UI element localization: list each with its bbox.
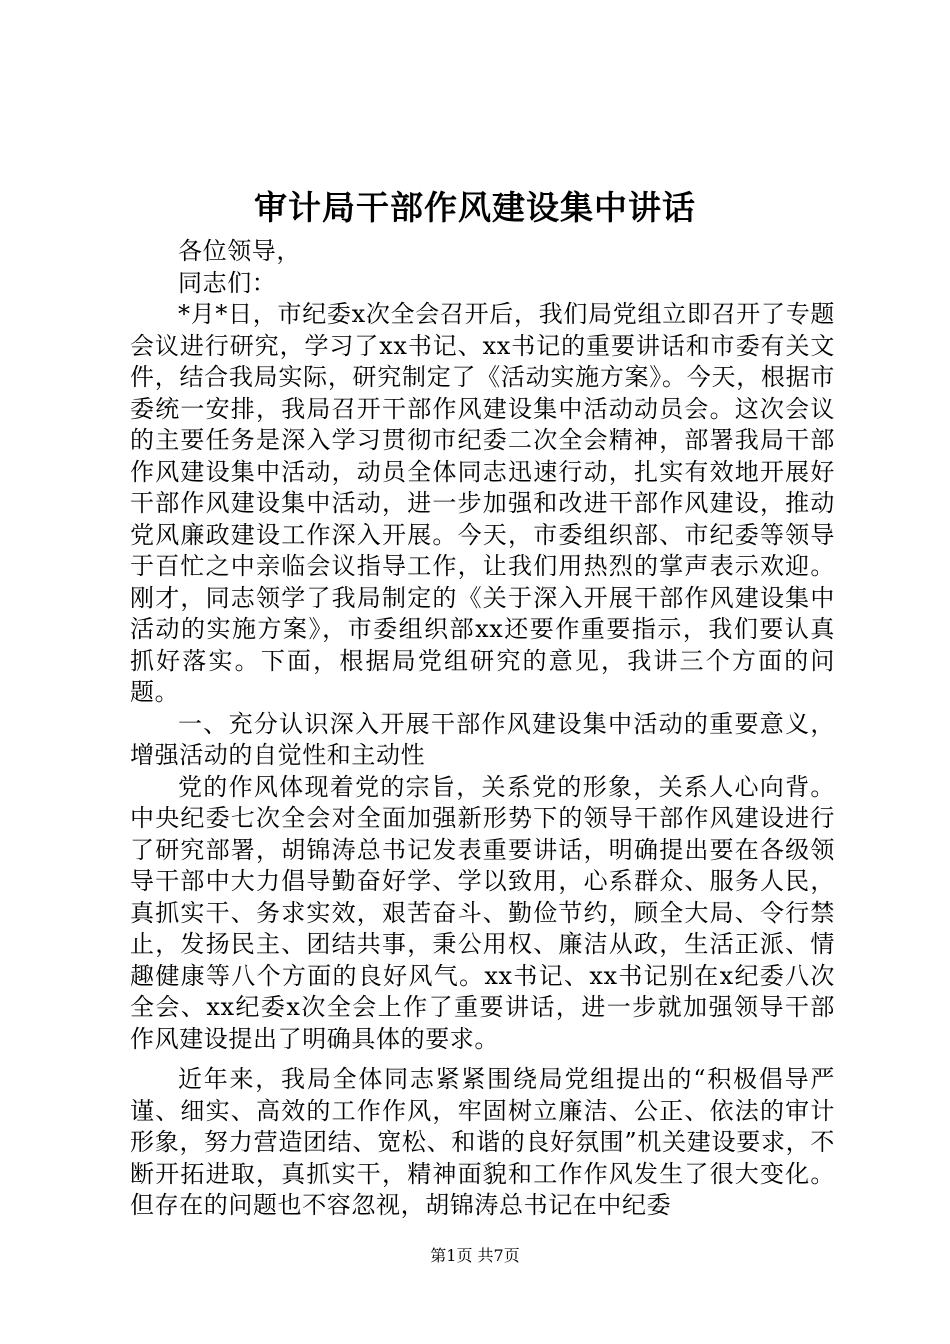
document-body [130,236,835,1222]
salutation-comrades: 同志们： [178,268,277,297]
section-heading-one: 一、充分认识深入开展干部作风建设集中活动的重要意义，增强活动的自觉性和主动性 [130,709,835,769]
salutation-leaders: 各位领导， [178,237,301,265]
paragraph-party-style: 党的作风体现着党的宗旨，关系党的形象，关系人心向背。中央纪委七次全会对全面加强新形势下的领导干部作风建设进行了研究部署，胡锦涛总书记发表重要讲话，明确提出要在各级领导干部中大力倡导勤奋好学、学以致用，心系群众、服务人民，真抓实干、务求实效，艰苦奋斗、勤俭节约，顾全大局、令行禁止，发扬民主、团结共事，秉公用权、廉洁从政，生活正派、情趣健康等八个方面的良好风气。xx书记、xx书记别在x纪委八次全会、xx纪委x次全会上作了重要讲话，进一步就加强领导干部作风建设提出了明确具体的要求。 [130,772,835,1053]
page-footer: 第1页 共7页 [430,1246,520,1265]
document-title: 审计局干部作风建设集中讲话 [254,188,696,227]
paragraph-recent-years: 近年来，我局全体同志紧紧围绕局党组提出的“积极倡导严谨、细实、高效的工作作风，牢固树立廉洁、公正、依法的审计形象，努力营造团结、宽松、和谐的良好氛围”机关建设要求，不断开拓进取，真抓实干，精神面貌和工作作风发生了很大变化。但存在的问题也不容忽视，胡锦涛总书记在中纪委 [130,1065,835,1219]
paragraph-opening: *月*日，市纪委x次全会召开后，我们局党组立即召开了专题会议进行研究，学习了xx书记、xx书记的重要讲话和市委有关文件，结合我局实际，研究制定了《活动实施方案》。今天，根据市委统一安排，我局召开干部作风建设集中活动动员会。这次会议的主要任务是深入学习贯彻市纪委二次全会精神，部署我局干部作风建设集中活动，动员全体同志迅速行动，扎实有效地开展好干部作风建设集中活动，进一步加强和改进干部作风建设，推动党风廉政建设工作深入开展。今天，市委组织部、市纪委等领导于百忙之中亲临会议指导工作，让我们用热烈的掌声表示欢迎。刚才，同志领学了我局制定的《关于深入开展干部作风建设集中活动的实施方案》，市委组织部xx还要作重要指示，我们要认真抓好落实。下面，根据局党组研究的意见，我讲三个方面的问题。 [130,300,835,706]
